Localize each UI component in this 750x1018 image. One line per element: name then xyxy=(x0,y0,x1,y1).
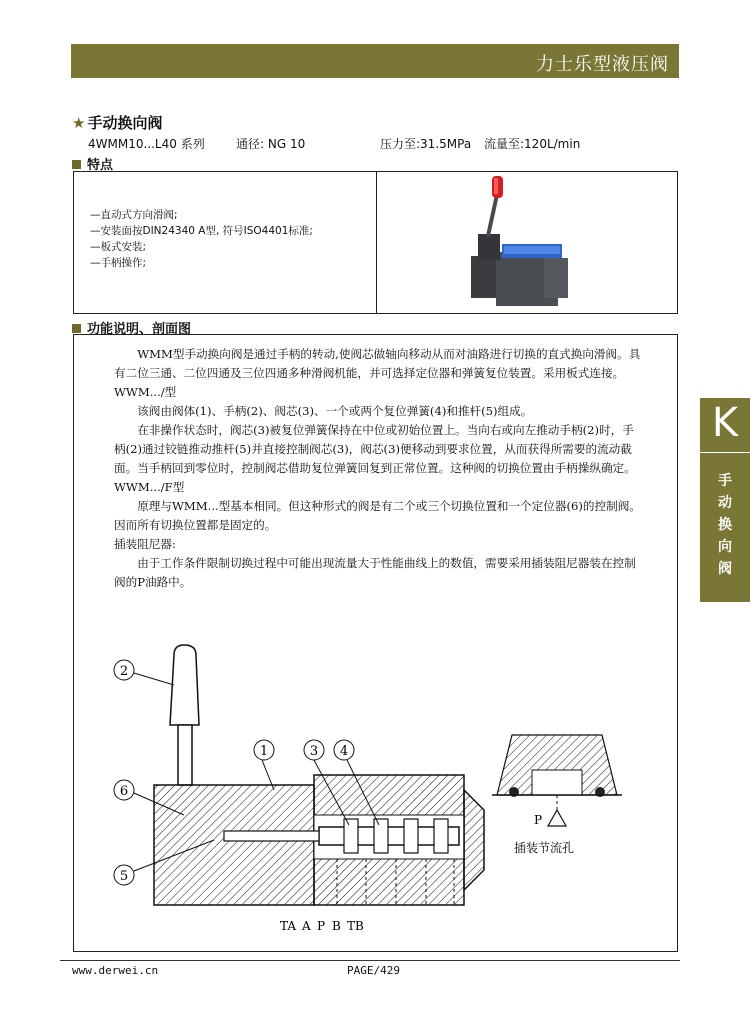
end-cover xyxy=(464,790,484,890)
features-heading-text: 特点 xyxy=(87,158,114,173)
function-paragraph: 原理与WMM...型基本相同。但这种形式的阀是有二个或三个切换位置和一个定位器(6)的控制阀。因而所有切换位置都是固定的。 xyxy=(114,499,641,532)
function-paragraph: 在非操作状态时，阀芯(3)被复位弹簧保持在中位或初始位置上。当向右或向左推动手柄(2)时，手柄(2)通过铰链推动推杆(5)并直接控制阀芯(3)，阀芯(3)便移动到要求位置，从而获得所需要的流动截面。当手柄回到零位时，控制阀芯借助复位弹簧回复到正常位置。这种阀的切换位置由手柄操纵确定。 xyxy=(114,423,636,475)
valve-body-left xyxy=(154,785,314,905)
star-icon: ★ xyxy=(72,114,86,132)
footer-site: www.derwei.cn xyxy=(72,964,159,977)
function-paragraph: 该阀由阀体(1)、手柄(2)、阀芯(3)、一个或两个复位弹簧(4)和推杆(5)组成。 xyxy=(137,404,533,418)
port-label-a: A xyxy=(302,919,311,933)
function-paragraph: 由于工作条件限制切换过程中可能出现流量大于性能曲线上的数值，需要采用插装阻尼器装在控制阀的P油路中。 xyxy=(114,556,636,589)
header-title: 力士乐型液压阀 xyxy=(536,54,669,75)
features-list xyxy=(90,207,313,271)
svg-text:1: 1 xyxy=(259,744,269,759)
product-pressure: 压力至:31.5MPa xyxy=(380,137,472,151)
feature-item: — 直动式方向滑阀; xyxy=(90,207,313,223)
inset-port-label: P xyxy=(534,813,543,827)
side-tab-text: 手 动 换 向 阀 xyxy=(718,473,732,577)
features-divider xyxy=(376,172,377,313)
function-paragraph: WMM型手动换向阀是通过手柄的转动,使阀芯做轴向移动从而对油路进行切换的直式换向滑阀。具有二位三通、二位四通及三位四通多种滑阀机能，并可选择定位器和弹簧复位装置。采用板式连接。 xyxy=(114,347,641,380)
port-label-tb: TB xyxy=(347,919,364,933)
section-drawing xyxy=(104,635,494,940)
side-tab xyxy=(700,398,750,602)
features-box xyxy=(73,171,678,314)
function-subheading: WWM.../型 xyxy=(114,385,177,399)
svg-text:6: 6 xyxy=(119,784,129,799)
feature-item: — 板式安装; xyxy=(90,239,313,255)
function-box xyxy=(73,334,678,952)
callout-2 xyxy=(114,660,174,685)
product-title xyxy=(72,112,162,133)
svg-text:3: 3 xyxy=(309,744,319,759)
square-bullet-icon xyxy=(72,324,81,333)
port-label-p: P xyxy=(317,919,326,933)
triangle-icon xyxy=(548,810,566,826)
product-name: 手动换向阀 xyxy=(87,114,163,132)
footer-page-number: PAGE/429 xyxy=(347,964,400,977)
product-series: 4WMM10...L40 系列 xyxy=(88,137,205,151)
function-subheading: 插装阻尼器: xyxy=(114,537,176,551)
footer-divider xyxy=(60,960,680,961)
valve-photo xyxy=(466,174,576,311)
feature-item: — 手柄操作; xyxy=(90,255,313,271)
function-subheading: WWM.../F型 xyxy=(114,480,185,494)
side-tab-letter: K xyxy=(711,400,739,446)
product-flow: 流量至:120L/min xyxy=(484,137,581,151)
feature-item: — 安装面按DIN24340 A型, 符号ISO4401标准; xyxy=(90,223,313,239)
inset-caption: 插装节流孔 xyxy=(514,841,575,855)
product-size: 通径: NG 10 xyxy=(236,137,306,151)
svg-text:4: 4 xyxy=(339,744,349,759)
handle-grip xyxy=(170,645,199,725)
square-bullet-icon xyxy=(72,160,81,169)
function-heading-text: 功能说明、剖面图 xyxy=(87,322,192,337)
handle-stem xyxy=(178,725,192,785)
port-label-b: B xyxy=(332,919,341,933)
push-rod xyxy=(224,831,319,841)
side-tab-divider xyxy=(700,452,750,453)
callout-1 xyxy=(254,740,274,790)
damper-inset xyxy=(492,730,622,870)
svg-text:2: 2 xyxy=(119,664,129,679)
port-label-ta: TA xyxy=(280,919,297,933)
function-text xyxy=(114,345,644,592)
header-banner xyxy=(71,44,679,78)
svg-text:5: 5 xyxy=(119,869,129,884)
